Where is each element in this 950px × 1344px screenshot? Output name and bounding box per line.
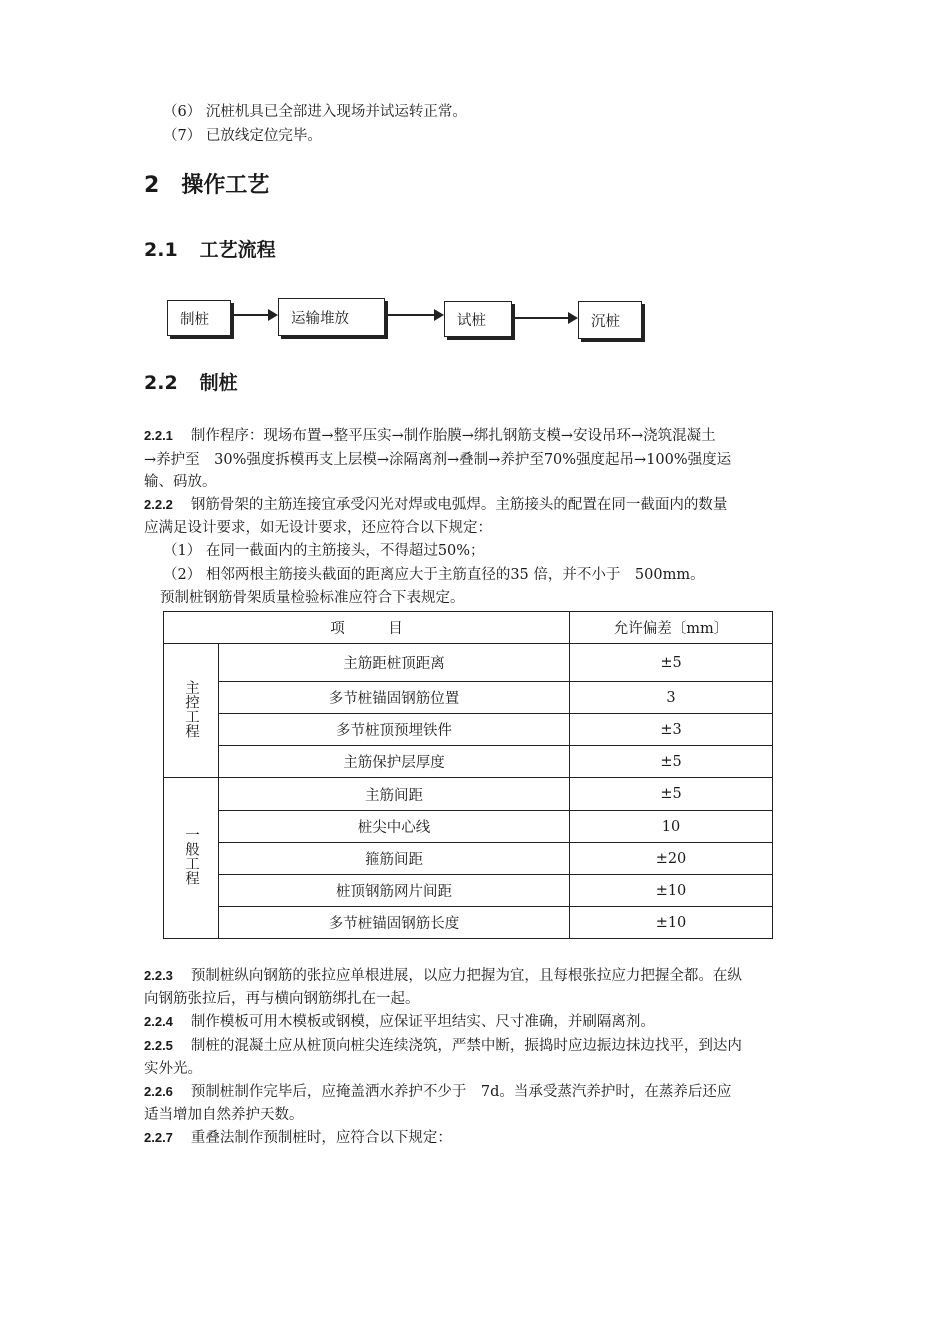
- row-tolerance: 3: [570, 682, 773, 714]
- row-tolerance: ±3: [570, 714, 773, 746]
- section-2-1-heading: [144, 235, 276, 262]
- clause-number: 2.2.5: [144, 1038, 173, 1053]
- row-tolerance: ±5: [570, 778, 773, 811]
- section-2-2-heading: [144, 368, 238, 395]
- list-item-7: （7） 已放线定位完毕。: [163, 128, 322, 144]
- table-row: [164, 644, 773, 682]
- group-label: 主控工程: [183, 679, 199, 738]
- table-row: [164, 714, 773, 746]
- paragraph-text: 制作模板可用木模板或钢模，应保证平坦结实、尺寸准确，并刷隔离剂。: [190, 1014, 655, 1030]
- section-number: 2.2: [144, 372, 178, 394]
- table-row: [164, 746, 773, 778]
- flow-step-transport: 运输堆放: [278, 298, 385, 336]
- row-item: 桩顶钢筋网片间距: [219, 875, 570, 907]
- clause-number: 2.2.3: [144, 968, 173, 983]
- section-number: 2: [144, 173, 160, 198]
- paragraph-text: 重叠法制作预制桩时，应符合以下规定：: [190, 1130, 452, 1146]
- row-tolerance: 10: [570, 811, 773, 843]
- clause-number: 2.2.6: [144, 1084, 173, 1099]
- paragraph-line: 适当增加自然养护天数。: [144, 1107, 304, 1123]
- paragraph-line: 实外光。: [144, 1061, 202, 1077]
- paragraph-text: 预制桩纵向钢筋的张拉应单根进展，以应力把握为宜，且每根张拉应力把握全都。在纵: [190, 968, 742, 984]
- section-title: 操作工艺: [181, 173, 270, 198]
- clause-number: 2.2.1: [144, 428, 173, 443]
- quality-standard-table: [163, 611, 773, 939]
- paragraph-text: 钢筋骨架的主筋连接宜承受闪光对焊或电弧焊。主筋接头的配置在同一截面内的数量: [190, 497, 728, 513]
- row-item: 多节桩锚固钢筋位置: [219, 682, 570, 714]
- paragraph-text: 制作程序：现场布置→整平压实→制作胎膜→绑扎钢筋支模→安设吊环→浇筑混凝土: [190, 428, 716, 444]
- list-item-1: （1） 在同一截面内的主筋接头，不得超过50%；: [163, 543, 485, 559]
- group-main-control: [164, 644, 219, 778]
- list-item-6: （6） 沉桩机具已全部进入现场并试运转正常。: [163, 104, 467, 120]
- row-tolerance: ±10: [570, 907, 773, 939]
- section-title: 制桩: [199, 372, 238, 394]
- clause-number: 2.2.4: [144, 1014, 173, 1029]
- row-item: 箍筋间距: [219, 843, 570, 875]
- clause-number: 2.2.2: [144, 497, 173, 512]
- row-tolerance: ±20: [570, 843, 773, 875]
- flow-arrow: [387, 314, 442, 316]
- paragraph-2-2-6: [144, 1082, 731, 1102]
- group-label: 一般工程: [183, 827, 199, 885]
- paragraph-line: →养护至 30%强度拆模再支上层模→涂隔离剂→叠制→养护至70%强度起吊→100%强度运: [144, 452, 732, 468]
- paragraph-2-2-4: [144, 1012, 655, 1032]
- paragraph-2-2-1: [144, 426, 716, 446]
- paragraph-2-2-5: [144, 1036, 742, 1056]
- row-item: 主筋间距: [219, 778, 570, 811]
- table-row: [164, 811, 773, 843]
- row-tolerance: ±10: [570, 875, 773, 907]
- table-row: [164, 875, 773, 907]
- paragraph-line: 向钢筋张拉后，再与横向钢筋绑扎在一起。: [144, 991, 420, 1007]
- header-item: 项 目: [164, 612, 570, 644]
- section-2-heading: [144, 168, 269, 199]
- flow-arrow: [233, 314, 276, 316]
- paragraph-text: 制桩的混凝土应从桩顶向桩尖连续浇筑，严禁中断，振捣时应边振边抹边找平，到达内: [190, 1038, 742, 1054]
- row-item: 主筋距桩顶距离: [219, 644, 570, 682]
- section-number: 2.1: [144, 239, 178, 261]
- paragraph-2-2-3: [144, 966, 742, 986]
- paragraph-2-2-7: [144, 1128, 452, 1148]
- flow-step-test-pile: 试桩: [444, 301, 512, 337]
- flow-arrow: [514, 317, 576, 319]
- row-item: 主筋保护层厚度: [219, 746, 570, 778]
- row-item: 多节桩锚固钢筋长度: [219, 907, 570, 939]
- row-tolerance: ±5: [570, 644, 773, 682]
- table-intro: 预制桩钢筋骨架质量检验标准应符合下表规定。: [160, 590, 465, 606]
- list-item-2: （2） 相邻两根主筋接头截面的距离应大于主筋直径的35 倍，并不小于 500mm。: [163, 567, 705, 583]
- row-item: 多节桩顶预埋铁件: [219, 714, 570, 746]
- table-row: [164, 682, 773, 714]
- table-row: [164, 778, 773, 811]
- table-header-row: [164, 612, 773, 644]
- header-tolerance: 允许偏差〔mm〕: [570, 612, 773, 644]
- flow-step-sink-pile: 沉桩: [578, 301, 642, 339]
- paragraph-line: 输、码放。: [144, 474, 217, 490]
- paragraph-line: 应满足设计要求，如无设计要求，还应符合以下规定：: [144, 520, 492, 536]
- paragraph-2-2-2: [144, 495, 727, 515]
- clause-number: 2.2.7: [144, 1130, 173, 1145]
- table-row: [164, 907, 773, 939]
- group-general: [164, 778, 219, 939]
- paragraph-text: 预制桩制作完毕后，应掩盖洒水养护不少于 7d。当承受蒸汽养护时，在蒸养后还应: [190, 1084, 732, 1100]
- row-item: 桩尖中心线: [219, 811, 570, 843]
- row-tolerance: ±5: [570, 746, 773, 778]
- flow-step-make-pile: 制桩: [167, 300, 231, 336]
- table-row: [164, 843, 773, 875]
- section-title: 工艺流程: [199, 239, 276, 261]
